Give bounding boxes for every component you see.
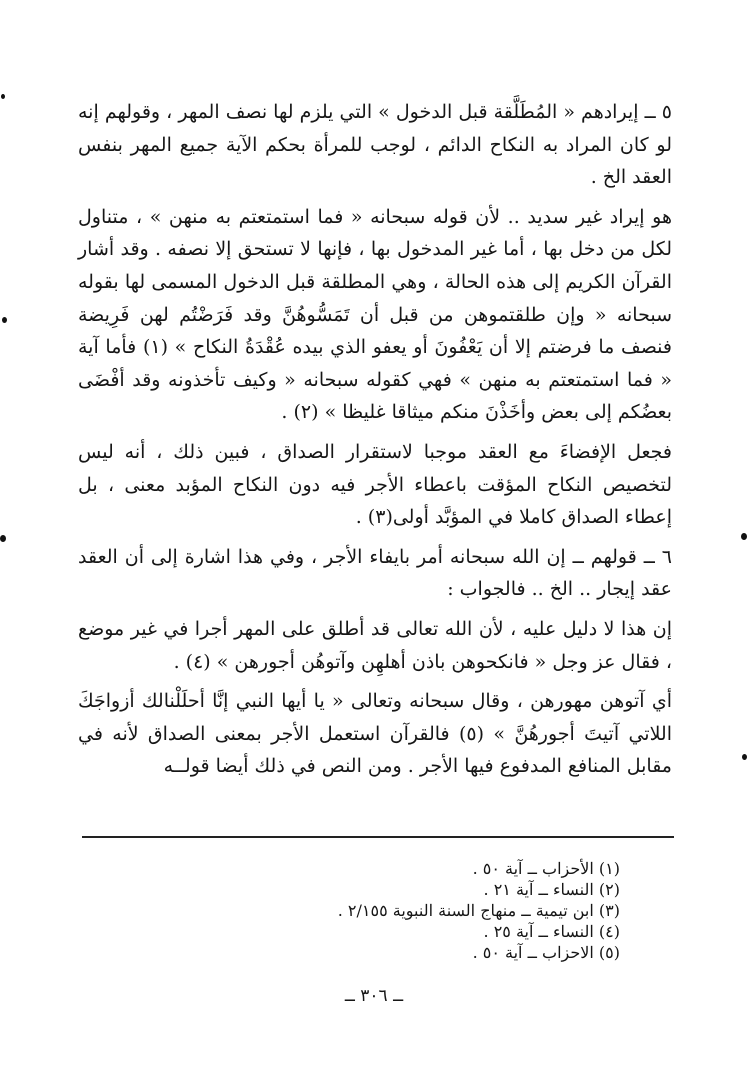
paragraph-5-objection: ٥ ــ إيرادهم « المُطَلَّقة قبل الدخول » التي يلزم لها نصف المهر ، وقولهم إنه لو كان المراد به النكاح الدائم ، لوجب للمرأة بحكم الآية جميع المهر بنفس العقد الخ . xyxy=(78,101,672,189)
footnote-1: (١) الأحزاب ــ آية ٥٠ . xyxy=(472,859,620,878)
footnote-3: (٣) ابن تيمية ــ منهاج السنة النبوية ٢/١٥٥ . xyxy=(337,901,620,920)
scan-dot-5 xyxy=(742,754,747,760)
paragraph-answer: إن هذا لا دليل عليه ، لأن الله تعالى قد أطلق على المهر أجرا في غير موضع ، فقال عز وجل « فانكحوهن باذن أهلهِن وآتوهُن أجورهن » (٤) . xyxy=(78,617,672,673)
paragraph-reply: هو إيراد غير سديد .. لأن قوله سبحانه « فما استمتعتم به منهن » ، متناول لكل من دخل بها ، أما غير المدخول بها ، فإنها لا تستحق إلا نصفه . وقد أشار القرآن الكريم إلى هذه الحالة ، وهي المطلقة قبل الدخول المسمى لها بقوله سبحانه « وإن طلقتموهن من قبل أن تَمَسُّوهُنَّ وقد فَرَضْتُم لهن فَرِيضة فنصف ما فرضتم إلا أن يَعْفُونَ أو يعفو الذي بيده عُقْدَةُ النكاح » (١) فأما آية « فما استمتعتم به منهن » فهي كقوله سبحانه « وكيف تأخذونه وقد أفْضَى بعضُكم إلى بعض وأخَذْنَ منكم ميثاقا غليظا » (٢) . xyxy=(78,205,672,424)
main-text xyxy=(78,96,672,790)
footnote-4: (٤) النساء ــ آية ٢٥ . xyxy=(483,922,620,941)
scan-dot-1 xyxy=(1,94,5,99)
footnotes xyxy=(240,858,620,963)
page-number: ــ ٣٠٦ ــ xyxy=(344,986,404,1006)
scan-dot-2 xyxy=(2,317,7,323)
paragraph-ajr-meaning: أي آتوهن مهورهن ، وقال سبحانه وتعالى « يا أيها النبي إنَّا أحلَلْنالك أزواجَكَ اللاتي آتيتَ أجورهُنَّ » (٥) فالقرآن استعمل الأجر بمعنى الصداق لأنه في مقابل المنافع المدفوع فيها الأجر . ومن النص في ذلك أيضا قولــه xyxy=(78,690,672,778)
paragraph-ifda: فجعل الإفضاءَ مع العقد موجبا لاستقرار الصداق ، فبين ذلك ، أنه ليس لتخصيص النكاح المؤقت باعطاء الأجر فيه دون النكاح المؤبد معنى ، بل إعطاء الصداق كاملا في المؤبَّد أولى(٣) . xyxy=(78,440,672,529)
paragraph-6-objection: ٦ ــ قولهم ــ إن الله سبحانه أمر بايفاء الأجر ، وفي هذا اشارة إلى أن العقد عقد إيجار .. الخ .. فالجواب : xyxy=(78,545,672,601)
scan-dot-4 xyxy=(741,533,747,540)
footnote-2: (٢) النساء ــ آية ٢١ . xyxy=(483,880,620,899)
footnote-5: (٥) الاحزاب ــ آية ٥٠ . xyxy=(472,943,620,962)
footnote-separator xyxy=(82,836,674,838)
scan-dot-3 xyxy=(0,535,6,542)
